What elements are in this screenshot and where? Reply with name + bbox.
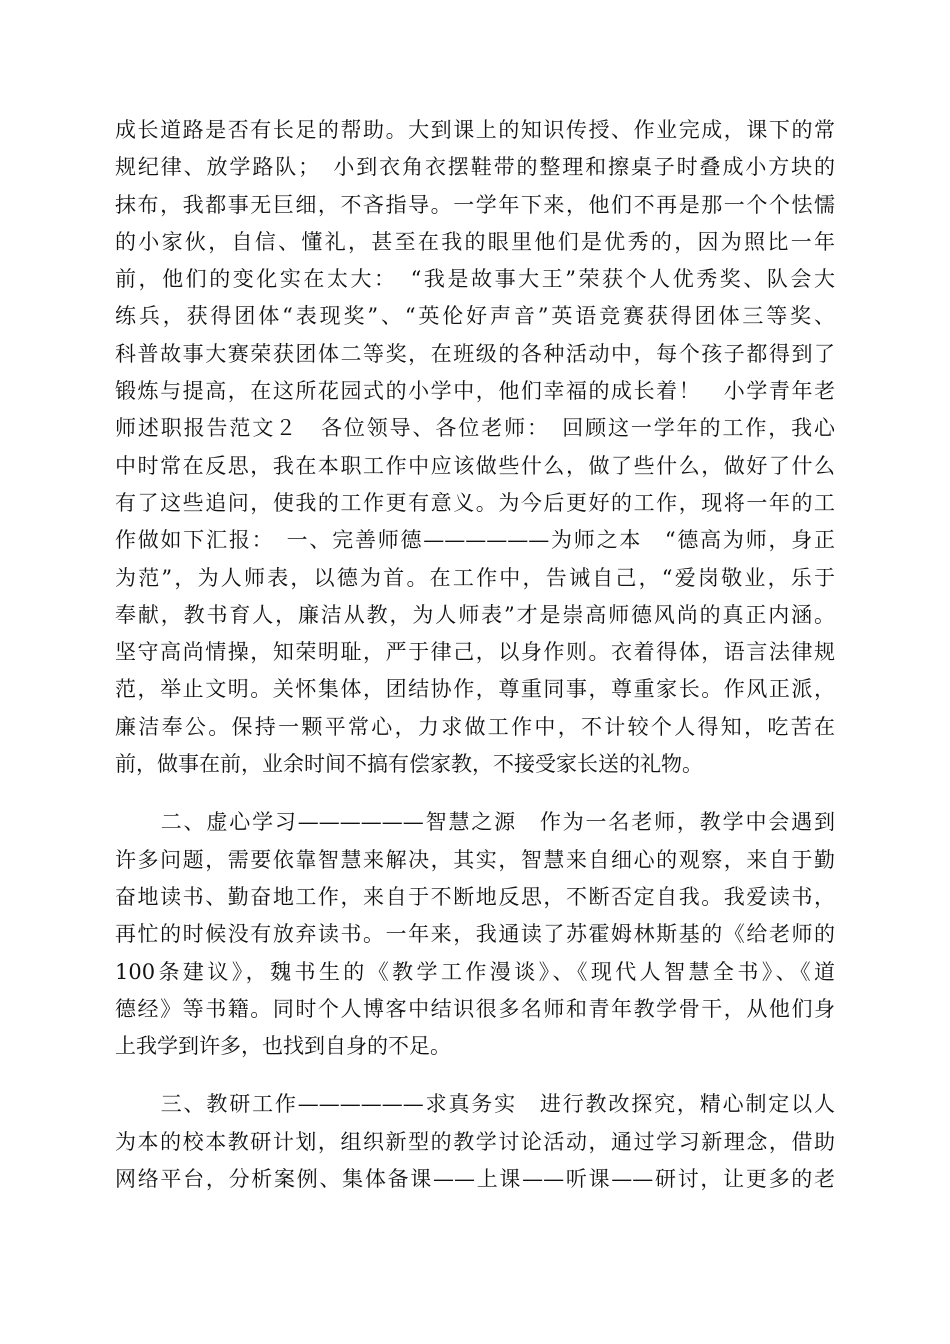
text-line: 网络平台，分析案例、集体备课——上课——听课——研讨，让更多的老 [115,1167,835,1192]
text-line: 德经》等书籍。同时个人博客中结识很多名师和青年教学骨干，从他们身 [115,996,835,1021]
paragraph-2 [115,804,835,1065]
text-line: 奉献，教书育人，廉洁从教，为人师表”才是崇高师德风尚的真正内涵。 [115,602,835,627]
text-line: 廉洁奉公。保持一颗平常心，力求做工作中，不计较个人得知，吃苦在 [115,714,835,739]
text-line: 练兵，获得团体“表现奖”、“英伦好声音”英语竞赛获得团体三等奖、 [115,304,835,329]
text-line: 坚守高尚情操，知荣明耻，严于律己，以身作则。衣着得体，语言法律规 [115,640,835,665]
text-line: 的小家伙，自信、懂礼，甚至在我的眼里他们是优秀的，因为照比一年 [115,229,835,254]
text-line: 中时常在反思，我在本职工作中应该做些什么，做了些什么，做好了什么 [115,453,835,478]
text-line: 有了这些追问，使我的工作更有意义。为今后更好的工作，现将一年的工 [115,490,835,515]
text-line: 成长道路是否有长足的帮助。大到课上的知识传授、作业完成，课下的常 [115,118,835,142]
paragraph-1 [115,112,835,783]
text-line: 抹布，我都事无巨细，不吝指导。一学年下来，他们不再是那一个个怯懦 [115,192,835,217]
text-line: 师述职报告范文２ 各位领导、各位老师： 回顾这一学年的工作，我心 [115,416,835,441]
text-line: 二、虚心学习——————智慧之源 作为一名老师，教学中会遇到 [115,810,835,835]
paragraph-gap [115,783,835,804]
text-line: 科普故事大赛荣获团体二等奖，在班级的各种活动中，每个孩子都得到了 [115,341,835,366]
text-line: 上我学到许多，也找到自身的不足。 [115,1034,451,1059]
text-line: 为范”，为人师表，以德为首。在工作中，告诫自己，“爱岗敬业，乐于 [115,565,835,590]
text-line: 奋地读书、勤奋地工作，来自于不断地反思，不断否定自我。我爱读书， [115,884,835,909]
text-line: 前，做事在前，业余时间不搞有偿家教，不接受家长送的礼物。 [115,752,703,777]
text-line: 许多问题，需要依靠智慧来解决，其实，智慧来自细心的观察，来自于勤 [115,847,835,872]
document-body [115,112,835,1198]
text-line: 范，举止文明。关怀集体，团结协作，尊重同事，尊重家长。作风正派， [115,677,835,702]
text-line: 100条建议》，魏书生的《教学工作漫谈》、《现代人智慧全书》、《道 [115,959,835,984]
paragraph-3 [115,1086,835,1198]
text-line: 再忙的时候没有放弃读书。一年来，我通读了苏霍姆林斯基的《给老师的 [115,922,835,947]
text-line: 作做如下汇报： 一、完善师德——————为师之本 “德高为师，身正 [115,528,835,553]
text-line: 前，他们的变化实在太大： “我是故事大王”荣获个人优秀奖、队会大 [115,267,835,292]
text-line: 锻炼与提高，在这所花园式的小学中，他们幸福的成长着！ 小学青年老 [115,379,835,404]
text-line: 三、教研工作——————求真务实 进行教改探究，精心制定以人 [115,1092,835,1117]
text-line: 为本的校本教研计划，组织新型的教学讨论活动，通过学习新理念，借助 [115,1129,835,1154]
paragraph-gap [115,1065,835,1086]
text-line: 规纪律、放学路队； 小到衣角衣摆鞋带的整理和擦桌子时叠成小方块的 [115,155,835,180]
